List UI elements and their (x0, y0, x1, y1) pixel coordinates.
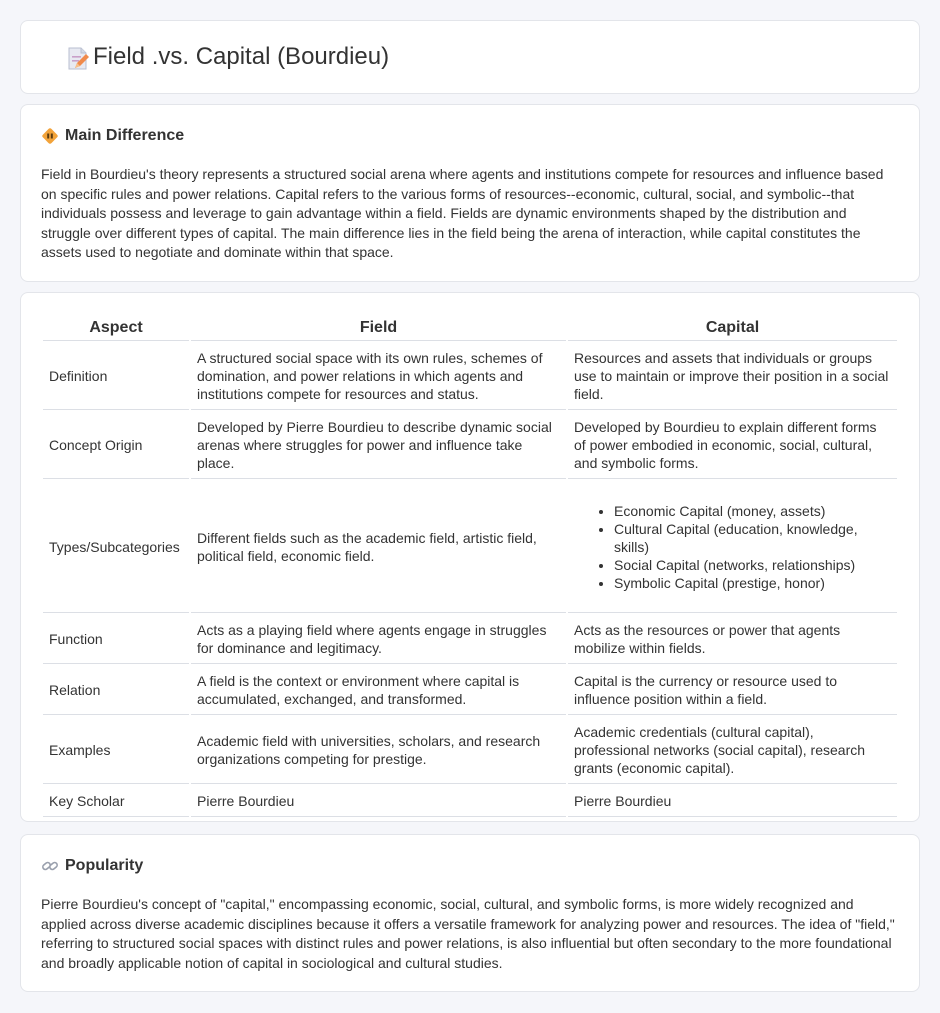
capital-cell (568, 481, 897, 613)
aspect-cell: Key Scholar (43, 786, 189, 817)
table-row (43, 717, 897, 784)
capital-cell: Developed by Bourdieu to explain different forms of power embodied in economic, social, cultural, and symbolic forms. (568, 412, 897, 479)
popularity-text: Pierre Bourdieu's concept of "capital," encompassing economic, social, cultural, and symbolic forms, is more widely recognized and applied across diverse academic disciplines because it offers a versatile framework for analyzing power and resources. The idea of "field," referring to structured social spaces with distinct rules and power relations, is also influential but often secondary to the more foundational and broadly applicable notion of capital in sociological and cultural studies. (41, 896, 895, 971)
capital-cell: Acts as the resources or power that agents mobilize within fields. (568, 615, 897, 664)
popularity-heading (41, 857, 143, 875)
capital-cell: Academic credentials (cultural capital), professional networks (social capital), research grants (economic capital). (568, 717, 897, 784)
table-row (43, 481, 897, 613)
page-title: Field .vs. Capital (Bourdieu) (93, 43, 390, 70)
comparison-table (41, 313, 899, 819)
main-difference-heading (41, 127, 184, 145)
aspect-cell: Function (43, 615, 189, 664)
capital-types-list (614, 502, 891, 592)
main-difference-text: Field in Bourdieu's theory represents a structured social arena where agents and institutions compete for resources and influence based on specific rules and power relations. Capital refers to the various forms of resources--economic, cultural, social, and symbolic--that individuals possess and leverage to gain advantage within a field. Fields are dynamic environments shaped by the distribution and struggle over different types of capital. The main difference lies in the field being the arena of interaction, while capital constitutes the assets used to negotiate and dominate within that space. (41, 166, 884, 260)
aspect-cell: Relation (43, 666, 189, 715)
main-difference-title: Main Difference (65, 127, 185, 144)
link-icon (41, 857, 59, 875)
field-cell: Different fields such as the academic field, artistic field, political field, economic field. (191, 481, 566, 613)
table-row (43, 786, 897, 817)
list-item: • Social Capital (networks, relationships) (614, 556, 891, 574)
header-aspect: Aspect (43, 315, 189, 341)
popularity-title: Popularity (65, 857, 144, 874)
table-row (43, 615, 897, 664)
field-cell: A structured social space with its own rules, schemes of domination, and power relations in which agents and institutions compete for resources and status. (191, 343, 566, 410)
aspect-cell: Types/Subcategories (43, 481, 189, 613)
diamond-sign-icon (41, 127, 59, 145)
table-header-row (43, 315, 897, 341)
field-cell: Developed by Pierre Bourdieu to describe dynamic social arenas where struggles for power and influence take place. (191, 412, 566, 479)
capital-cell: Capital is the currency or resource used to influence position within a field. (568, 666, 897, 715)
header-capital: Capital (568, 315, 897, 341)
main-difference-card (20, 104, 920, 282)
list-item: • Cultural Capital (education, knowledge, skills) (614, 520, 891, 556)
table-row (43, 666, 897, 715)
capital-cell: Pierre Bourdieu (568, 786, 897, 817)
comparison-table-card (20, 292, 920, 822)
aspect-cell: Concept Origin (43, 412, 189, 479)
popularity-card (20, 834, 920, 992)
aspect-cell: Examples (43, 717, 189, 784)
aspect-cell: Definition (43, 343, 189, 410)
list-item: • Economic Capital (money, assets) (614, 502, 891, 520)
document-edit-icon (65, 47, 91, 71)
list-item: • Symbolic Capital (prestige, honor) (614, 574, 891, 592)
table-row (43, 343, 897, 410)
table-row (43, 412, 897, 479)
field-cell: Acts as a playing field where agents engage in struggles for dominance and legitimacy. (191, 615, 566, 664)
header-field: Field (191, 315, 566, 341)
field-cell: A field is the context or environment where capital is accumulated, exchanged, and transformed. (191, 666, 566, 715)
field-cell: Pierre Bourdieu (191, 786, 566, 817)
capital-cell: Resources and assets that individuals or groups use to maintain or improve their position in a social field. (568, 343, 897, 410)
field-cell: Academic field with universities, scholars, and research organizations competing for prestige. (191, 717, 566, 784)
header-card (20, 20, 920, 94)
